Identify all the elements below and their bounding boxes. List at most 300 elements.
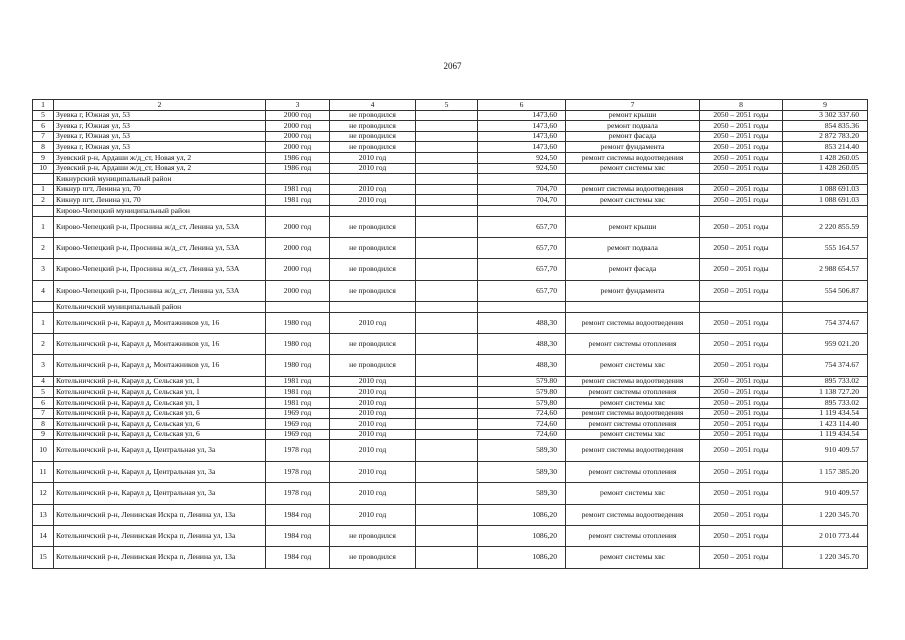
cost-cell: 2 988 654.57 [783,259,868,280]
area-cell: 1473,60 [478,121,566,132]
period-cell: 2050 – 2051 годы [700,152,783,163]
work-type-cell: ремонт подвала [566,121,700,132]
row-number-cell: 3 [33,259,54,280]
build-year-cell: 1978 год [266,461,330,482]
table-row [33,110,868,121]
period-cell: 2050 – 2051 годы [700,355,783,376]
repair-schedule-table [32,99,868,569]
table-row [33,142,868,153]
build-year-cell: 2000 год [266,280,330,301]
section-header-row [33,205,868,216]
build-year-cell: 1984 год [266,504,330,525]
column-5-cell [416,504,478,525]
address-cell: Кикнур пгт, Ленина ул, 70 [54,184,266,195]
area-cell: 1086,20 [478,547,566,568]
last-repair-cell: 2010 год [330,461,416,482]
build-year-cell: 2000 год [266,259,330,280]
cost-cell: 1 119 434.54 [783,429,868,440]
area-cell: 579.80 [478,376,566,387]
column-header: 7 [566,100,700,111]
work-type-cell: ремонт системы хвс [566,429,700,440]
row-number-cell: 8 [33,142,54,153]
last-repair-cell: 2010 год [330,398,416,409]
last-repair-cell: 2010 год [330,152,416,163]
cost-cell: 1 138 727.20 [783,387,868,398]
column-5-cell [416,195,478,206]
period-cell: 2050 – 2051 годы [700,280,783,301]
row-number-cell: 15 [33,547,54,568]
build-year-cell: 1969 год [266,408,330,419]
last-repair-cell: не проводился [330,355,416,376]
cost-cell: 1 220 345.70 [783,504,868,525]
table-row [33,483,868,504]
section-empty-cell [566,174,700,185]
row-number-cell: 5 [33,387,54,398]
cost-cell: 854 835.36 [783,121,868,132]
column-5-cell [416,408,478,419]
build-year-cell: 2000 год [266,237,330,258]
period-cell: 2050 – 2051 годы [700,429,783,440]
table-row [33,355,868,376]
area-cell: 704,70 [478,184,566,195]
table-row [33,398,868,409]
section-header-row [33,302,868,313]
table-row [33,376,868,387]
period-cell: 2050 – 2051 годы [700,195,783,206]
row-number-cell: 4 [33,280,54,301]
section-empty-cell [330,174,416,185]
column-header: 8 [700,100,783,111]
table-row [33,440,868,461]
build-year-cell: 1969 год [266,419,330,430]
table-row [33,152,868,163]
build-year-cell: 1980 год [266,312,330,333]
last-repair-cell: 2010 год [330,387,416,398]
address-cell: Кирово-Чепецкий р-н, Проснина ж/д_ст, Ленина ул, 53А [54,216,266,237]
area-cell: 589,30 [478,461,566,482]
work-type-cell: ремонт системы хвс [566,483,700,504]
period-cell: 2050 – 2051 годы [700,376,783,387]
row-number-cell: 10 [33,163,54,174]
table-row [33,547,868,568]
period-cell: 2050 – 2051 годы [700,387,783,398]
row-number-cell: 7 [33,408,54,419]
cost-cell: 1 157 385.20 [783,461,868,482]
cost-cell: 3 302 337.60 [783,110,868,121]
column-5-cell [416,312,478,333]
area-cell: 1473,60 [478,110,566,121]
cost-cell: 754 374.67 [783,312,868,333]
section-empty-cell [783,174,868,185]
row-number-cell: 4 [33,376,54,387]
column-5-cell [416,376,478,387]
table-row [33,184,868,195]
work-type-cell: ремонт крыши [566,216,700,237]
last-repair-cell: 2010 год [330,483,416,504]
area-cell: 589,30 [478,440,566,461]
period-cell: 2050 – 2051 годы [700,237,783,258]
row-number-cell: 14 [33,525,54,546]
row-number-cell: 1 [33,216,54,237]
area-cell: 1086,20 [478,504,566,525]
address-cell: Котельничский р-н, Ленинская Искра п, Ленина ул, 13а [54,525,266,546]
table-row [33,131,868,142]
address-cell: Котельничский р-н, Караул д, Центральная ул, 3а [54,461,266,482]
build-year-cell: 1980 год [266,355,330,376]
row-number-cell: 2 [33,195,54,206]
table-row [33,461,868,482]
area-cell: 488,30 [478,312,566,333]
table-row [33,280,868,301]
cost-cell: 754 374.67 [783,355,868,376]
column-header: 2 [54,100,266,111]
work-type-cell: ремонт системы хвс [566,163,700,174]
section-empty-cell [33,302,54,313]
last-repair-cell: 2010 год [330,440,416,461]
column-5-cell [416,419,478,430]
work-type-cell: ремонт системы отопления [566,387,700,398]
build-year-cell: 1986 год [266,152,330,163]
address-cell: Котельничский р-н, Караул д, Сельская ул, 1 [54,376,266,387]
work-type-cell: ремонт системы отопления [566,334,700,355]
last-repair-cell: 2010 год [330,408,416,419]
build-year-cell: 1978 год [266,440,330,461]
section-empty-cell [700,205,783,216]
build-year-cell: 1986 год [266,163,330,174]
last-repair-cell: не проводился [330,216,416,237]
cost-cell: 2 010 773.44 [783,525,868,546]
period-cell: 2050 – 2051 годы [700,131,783,142]
area-cell: 724,60 [478,419,566,430]
row-number-cell: 6 [33,398,54,409]
column-header: 9 [783,100,868,111]
section-title: Котельничский муниципальный район [54,302,266,313]
work-type-cell: ремонт системы водоотведения [566,376,700,387]
area-cell: 1086,20 [478,525,566,546]
area-cell: 1473,60 [478,131,566,142]
section-header-row [33,174,868,185]
cost-cell: 2 220 855.59 [783,216,868,237]
table-row [33,216,868,237]
build-year-cell: 1980 год [266,334,330,355]
table-row [33,121,868,132]
column-5-cell [416,142,478,153]
table-row [33,334,868,355]
column-5-cell [416,525,478,546]
cost-cell: 959 021.20 [783,334,868,355]
work-type-cell: ремонт системы водоотведения [566,504,700,525]
table-row [33,195,868,206]
column-5-cell [416,216,478,237]
build-year-cell: 1984 год [266,525,330,546]
column-5-cell [416,110,478,121]
section-empty-cell [416,174,478,185]
column-5-cell [416,355,478,376]
address-cell: Кирово-Чепецкий р-н, Проснина ж/д_ст, Ленина ул, 53А [54,280,266,301]
period-cell: 2050 – 2051 годы [700,216,783,237]
address-cell: Кикнур пгт, Ленина ул, 70 [54,195,266,206]
cost-cell: 555 164.57 [783,237,868,258]
period-cell: 2050 – 2051 годы [700,142,783,153]
column-5-cell [416,280,478,301]
address-cell: Котельничский р-н, Караул д, Сельская ул, 6 [54,408,266,419]
period-cell: 2050 – 2051 годы [700,121,783,132]
column-5-cell [416,334,478,355]
column-5-cell [416,184,478,195]
area-cell: 579.80 [478,387,566,398]
cost-cell: 2 872 783.20 [783,131,868,142]
work-type-cell: ремонт системы хвс [566,355,700,376]
work-type-cell: ремонт крыши [566,110,700,121]
cost-cell: 1 423 114.40 [783,419,868,430]
table-row [33,504,868,525]
row-number-cell: 11 [33,461,54,482]
work-type-cell: ремонт системы водоотведения [566,312,700,333]
area-cell: 488,30 [478,334,566,355]
column-5-cell [416,259,478,280]
table-row [33,237,868,258]
period-cell: 2050 – 2051 годы [700,547,783,568]
row-number-cell: 5 [33,110,54,121]
section-empty-cell [330,205,416,216]
address-cell: Котельничский р-н, Караул д, Монтажников ул, 16 [54,355,266,376]
work-type-cell: ремонт фундамента [566,142,700,153]
row-number-cell: 1 [33,312,54,333]
section-empty-cell [566,205,700,216]
section-empty-cell [700,174,783,185]
work-type-cell: ремонт системы водоотведения [566,408,700,419]
address-cell: Зуевка г, Южная ул, 53 [54,142,266,153]
last-repair-cell: не проводился [330,142,416,153]
period-cell: 2050 – 2051 годы [700,312,783,333]
work-type-cell: ремонт системы отопления [566,461,700,482]
section-empty-cell [266,174,330,185]
build-year-cell: 2000 год [266,142,330,153]
work-type-cell: ремонт подвала [566,237,700,258]
cost-cell: 910 409.57 [783,483,868,504]
row-number-cell: 1 [33,184,54,195]
section-empty-cell [478,302,566,313]
cost-cell: 910 409.57 [783,440,868,461]
row-number-cell: 10 [33,440,54,461]
build-year-cell: 2000 год [266,121,330,132]
column-number-header-row [33,100,868,111]
section-title: Кирово-Чепецкий муниципальный район [54,205,266,216]
column-5-cell [416,398,478,409]
last-repair-cell: 2010 год [330,184,416,195]
column-5-cell [416,131,478,142]
last-repair-cell: 2010 год [330,195,416,206]
last-repair-cell: 2010 год [330,504,416,525]
table-row [33,312,868,333]
section-empty-cell [416,302,478,313]
area-cell: 724,60 [478,408,566,419]
row-number-cell: 6 [33,121,54,132]
cost-cell: 1 428 260.05 [783,152,868,163]
area-cell: 1473,60 [478,142,566,153]
column-5-cell [416,387,478,398]
cost-cell: 895 733.02 [783,376,868,387]
area-cell: 704,70 [478,195,566,206]
work-type-cell: ремонт фасада [566,259,700,280]
address-cell: Котельничский р-н, Ленинская Искра п, Ленина ул, 13а [54,547,266,568]
column-5-cell [416,121,478,132]
row-number-cell: 3 [33,355,54,376]
row-number-cell: 2 [33,237,54,258]
build-year-cell: 1969 год [266,429,330,440]
address-cell: Котельничский р-н, Караул д, Сельская ул, 1 [54,387,266,398]
last-repair-cell: 2010 год [330,163,416,174]
last-repair-cell: 2010 год [330,312,416,333]
area-cell: 657,70 [478,237,566,258]
address-cell: Котельничский р-н, Караул д, Монтажников ул, 16 [54,334,266,355]
cost-cell: 554 506.87 [783,280,868,301]
column-5-cell [416,152,478,163]
area-cell: 657,70 [478,216,566,237]
column-5-cell [416,461,478,482]
table-body [33,100,868,569]
period-cell: 2050 – 2051 годы [700,259,783,280]
period-cell: 2050 – 2051 годы [700,408,783,419]
address-cell: Зуевский р-н, Ардаши ж/д_ст, Новая ул, 2 [54,152,266,163]
period-cell: 2050 – 2051 годы [700,163,783,174]
address-cell: Зуевка г, Южная ул, 53 [54,121,266,132]
address-cell: Зуевка г, Южная ул, 53 [54,110,266,121]
row-number-cell: 8 [33,419,54,430]
period-cell: 2050 – 2051 годы [700,184,783,195]
area-cell: 488,30 [478,355,566,376]
column-header: 4 [330,100,416,111]
address-cell: Кирово-Чепецкий р-н, Проснина ж/д_ст, Ленина ул, 53А [54,237,266,258]
row-number-cell: 2 [33,334,54,355]
section-empty-cell [478,205,566,216]
column-5-cell [416,483,478,504]
section-empty-cell [330,302,416,313]
build-year-cell: 2000 год [266,216,330,237]
cost-cell: 1 220 345.70 [783,547,868,568]
last-repair-cell: не проводился [330,131,416,142]
work-type-cell: ремонт системы отопления [566,525,700,546]
address-cell: Зуевский р-н, Ардаши ж/д_ст, Новая ул, 2 [54,163,266,174]
last-repair-cell: 2010 год [330,429,416,440]
address-cell: Котельничский р-н, Караул д, Центральная ул, 3а [54,483,266,504]
build-year-cell: 1981 год [266,376,330,387]
build-year-cell: 1981 год [266,387,330,398]
address-cell: Кирово-Чепецкий р-н, Проснина ж/д_ст, Ленина ул, 53А [54,259,266,280]
section-empty-cell [783,205,868,216]
column-header: 5 [416,100,478,111]
period-cell: 2050 – 2051 годы [700,398,783,409]
work-type-cell: ремонт системы отопления [566,419,700,430]
table-row [33,408,868,419]
table-row [33,419,868,430]
section-empty-cell [478,174,566,185]
last-repair-cell: не проводился [330,334,416,355]
row-number-cell: 9 [33,152,54,163]
address-cell: Котельничский р-н, Караул д, Монтажников ул, 16 [54,312,266,333]
last-repair-cell: не проводился [330,237,416,258]
period-cell: 2050 – 2051 годы [700,440,783,461]
column-header: 6 [478,100,566,111]
build-year-cell: 1981 год [266,184,330,195]
build-year-cell: 1981 год [266,195,330,206]
period-cell: 2050 – 2051 годы [700,483,783,504]
row-number-cell: 7 [33,131,54,142]
build-year-cell: 2000 год [266,131,330,142]
cost-cell: 1 428 260.05 [783,163,868,174]
cost-cell: 1 088 691.03 [783,184,868,195]
last-repair-cell: не проводился [330,121,416,132]
build-year-cell: 1978 год [266,483,330,504]
build-year-cell: 1984 год [266,547,330,568]
table-row [33,163,868,174]
address-cell: Зуевка г, Южная ул, 53 [54,131,266,142]
section-title: Кикнурский муниципальный район [54,174,266,185]
row-number-cell: 12 [33,483,54,504]
table-row [33,387,868,398]
last-repair-cell: 2010 год [330,419,416,430]
address-cell: Котельничский р-н, Ленинская Искра п, Ленина ул, 13а [54,504,266,525]
address-cell: Котельничский р-н, Караул д, Сельская ул, 6 [54,419,266,430]
work-type-cell: ремонт фасада [566,131,700,142]
work-type-cell: ремонт системы хвс [566,547,700,568]
column-5-cell [416,429,478,440]
column-5-cell [416,440,478,461]
work-type-cell: ремонт системы хвс [566,398,700,409]
area-cell: 589,30 [478,483,566,504]
last-repair-cell: не проводился [330,547,416,568]
build-year-cell: 2000 год [266,110,330,121]
period-cell: 2050 – 2051 годы [700,334,783,355]
section-empty-cell [416,205,478,216]
last-repair-cell: 2010 год [330,376,416,387]
column-5-cell [416,547,478,568]
work-type-cell: ремонт системы водоотведения [566,440,700,461]
table-row [33,429,868,440]
address-cell: Котельничский р-н, Караул д, Центральная ул, 3а [54,440,266,461]
column-header: 1 [33,100,54,111]
column-header: 3 [266,100,330,111]
last-repair-cell: не проводился [330,259,416,280]
address-cell: Котельничский р-н, Караул д, Сельская ул, 1 [54,398,266,409]
area-cell: 924,50 [478,163,566,174]
section-empty-cell [266,205,330,216]
address-cell: Котельничский р-н, Караул д, Сельская ул, 6 [54,429,266,440]
period-cell: 2050 – 2051 годы [700,419,783,430]
cost-cell: 1 088 691.03 [783,195,868,206]
column-5-cell [416,237,478,258]
row-number-cell: 13 [33,504,54,525]
column-5-cell [416,163,478,174]
period-cell: 2050 – 2051 годы [700,525,783,546]
period-cell: 2050 – 2051 годы [700,461,783,482]
area-cell: 657,70 [478,280,566,301]
work-type-cell: ремонт фундамента [566,280,700,301]
table-row [33,259,868,280]
cost-cell: 895 733.02 [783,398,868,409]
cost-cell: 1 119 434.54 [783,408,868,419]
section-empty-cell [33,205,54,216]
cost-cell: 853 214.40 [783,142,868,153]
section-empty-cell [700,302,783,313]
period-cell: 2050 – 2051 годы [700,504,783,525]
area-cell: 579,80 [478,398,566,409]
area-cell: 724,60 [478,429,566,440]
last-repair-cell: не проводился [330,525,416,546]
area-cell: 924,50 [478,152,566,163]
section-empty-cell [266,302,330,313]
section-empty-cell [33,174,54,185]
